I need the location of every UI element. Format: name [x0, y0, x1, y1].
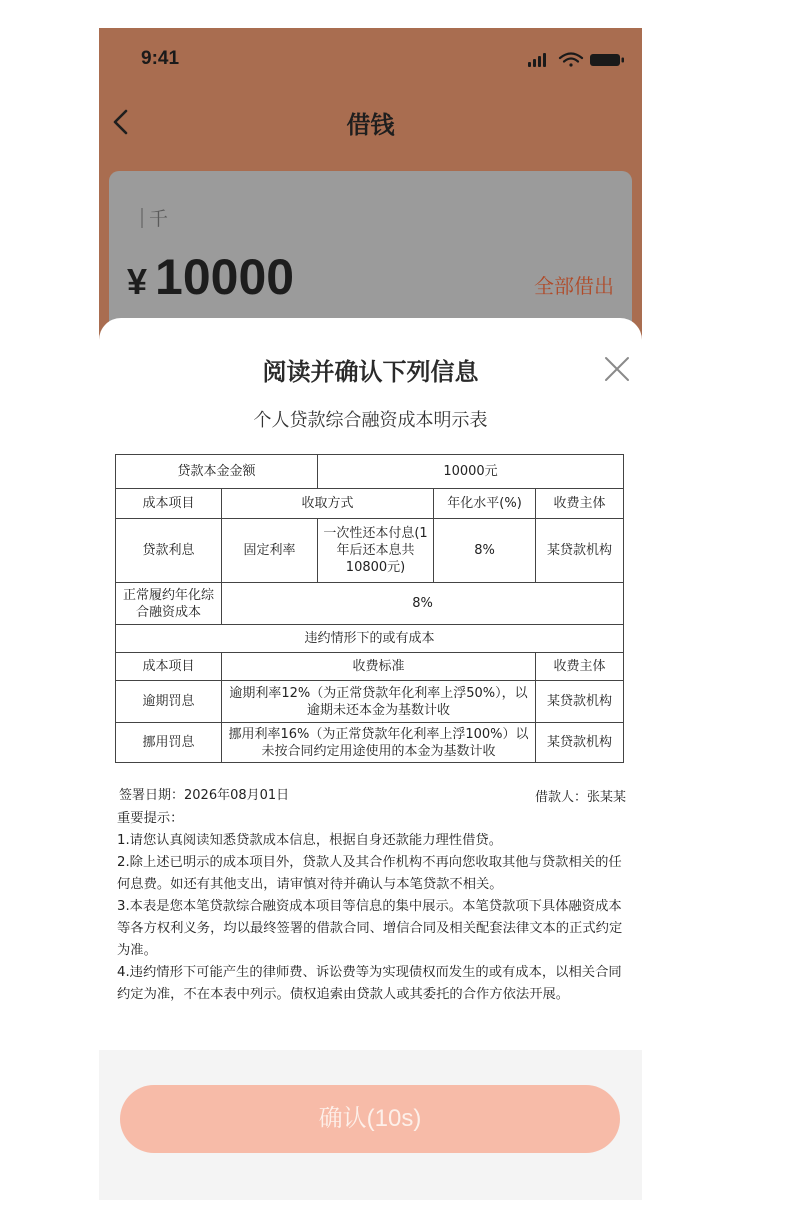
- table-row: [116, 653, 624, 681]
- confirm-button[interactable]: 确认(10s): [120, 1085, 620, 1153]
- phone-screen: [99, 28, 642, 1200]
- table-cell: 8%: [222, 583, 624, 625]
- text-cursor: [141, 208, 143, 228]
- table-cell: 收费标准: [222, 653, 536, 681]
- sheet-title: 阅读并确认下列信息: [262, 358, 479, 386]
- table-row: [116, 681, 624, 723]
- borrow-all-button[interactable]: 全部借出: [534, 274, 614, 298]
- table-row: [116, 625, 624, 653]
- sign-date: 签署日期：2026年08月01日: [119, 788, 290, 803]
- tip-item: 4.违约情形下可能产生的律师费、诉讼费等为实现债权而发生的或有成本，以相关合同约定为准，不在本表中列示。债权追索由贷款人或其委托的合作方依法开展。: [117, 965, 622, 1002]
- table-cell: 固定利率: [222, 519, 318, 583]
- table-row: [116, 723, 624, 763]
- table-cell: 收费主体: [536, 489, 624, 519]
- tips-title: 重要提示：: [117, 811, 184, 826]
- tip-item: 1.请您认真阅读知悉贷款成本信息，根据自身还款能力理性借贷。: [117, 833, 502, 848]
- table-cell: 正常履约年化综合融资成本: [116, 583, 222, 625]
- borrower: 借款人：张某某: [534, 790, 626, 805]
- tip-item: 3.本表是您本笔贷款综合融资成本项目等信息的集中展示。本笔贷款项下具体融资成本等各方权利义务，均以最终签署的借款合同、增信合同及相关配套法律文本的正式约定为准。: [117, 899, 623, 958]
- status-bar: [99, 28, 642, 88]
- table-cell: 10000元: [318, 455, 624, 489]
- status-time: 9:41: [141, 48, 180, 69]
- close-icon[interactable]: [604, 356, 630, 382]
- battery-icon: [590, 54, 624, 66]
- table-cell: 某贷款机构: [536, 723, 624, 763]
- table-row: [116, 455, 624, 489]
- table-cell: 贷款利息: [116, 519, 222, 583]
- table-row: [116, 489, 624, 519]
- cost-table: [115, 454, 624, 763]
- table-cell: 一次性还本付息(1年后还本息共10800元): [318, 519, 434, 583]
- unit-hint-text: 千: [149, 208, 169, 230]
- table-row: [116, 519, 624, 583]
- table-cell: 违约情形下的或有成本: [116, 625, 624, 653]
- amount-value: 10000: [155, 249, 295, 305]
- tip-item: 2.除上述已明示的成本项目外，贷款人及其合作机构不再向您收取其他与贷款相关的任何息费。如还有其他支出，请审慎对待并确认与本笔贷款不相关。: [117, 855, 622, 892]
- sheet-subtitle: 个人贷款综合融资成本明示表: [253, 410, 488, 431]
- amount-input[interactable]: [127, 248, 294, 306]
- table-cell: 年化水平(%): [434, 489, 536, 519]
- confirm-sheet: [99, 318, 642, 1200]
- important-tips: [117, 808, 627, 1006]
- table-cell: 收费主体: [536, 653, 624, 681]
- table-cell: 逾期利率12%（为正常贷款年化利率上浮50%），以逾期未还本金为基数计收: [222, 681, 536, 723]
- currency-symbol: ¥: [127, 261, 148, 302]
- sheet-footer: [99, 1050, 642, 1200]
- page-title: 借钱: [346, 111, 395, 139]
- table-row: [116, 583, 624, 625]
- wifi-icon: [560, 54, 582, 67]
- table-cell: 某贷款机构: [536, 681, 624, 723]
- table-cell: 挪用利率16%（为正常贷款年化利率上浮100%）以未按合同约定用途使用的本金为基数计收: [222, 723, 536, 763]
- table-cell: 收取方式: [222, 489, 434, 519]
- signal-icon: [528, 53, 546, 67]
- table-cell: 成本项目: [116, 489, 222, 519]
- status-icons: [528, 52, 628, 68]
- nav-bar: [99, 88, 642, 152]
- table-cell: 挪用罚息: [116, 723, 222, 763]
- table-cell: 某贷款机构: [536, 519, 624, 583]
- table-cell: 8%: [434, 519, 536, 583]
- amount-unit-hint: [141, 204, 168, 231]
- table-cell: 成本项目: [116, 653, 222, 681]
- table-cell: 逾期罚息: [116, 681, 222, 723]
- table-cell: 贷款本金金额: [116, 455, 318, 489]
